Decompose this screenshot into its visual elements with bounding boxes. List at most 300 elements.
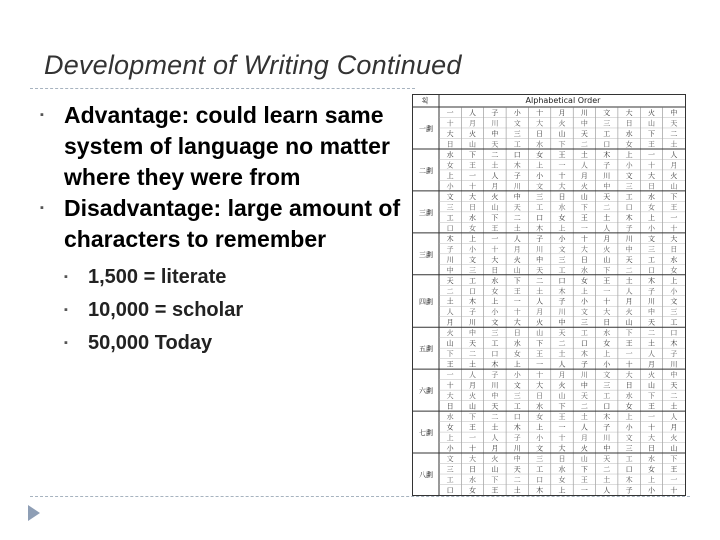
table-cell-glyph: 下 bbox=[446, 350, 454, 359]
table-cell-glyph: 山 bbox=[536, 329, 544, 338]
table-cell-glyph: 下 bbox=[647, 392, 655, 401]
table-cell-glyph: 王 bbox=[513, 287, 521, 296]
table-cell-glyph: 子 bbox=[469, 308, 477, 317]
table-cell-glyph: 天 bbox=[670, 119, 678, 128]
table-cell-glyph: 十 bbox=[446, 381, 454, 390]
table-cell-glyph: 二 bbox=[603, 203, 611, 212]
table-cell-glyph: 一 bbox=[469, 171, 477, 180]
table-cell-glyph: 文 bbox=[536, 444, 544, 453]
table-cell-glyph: 中 bbox=[469, 329, 477, 338]
table-cell-glyph: 山 bbox=[580, 455, 588, 464]
table-cell-glyph: 二 bbox=[603, 465, 611, 474]
table-cell-glyph: 大 bbox=[536, 381, 544, 390]
table-cell-glyph: 子 bbox=[580, 360, 588, 369]
table-cell-glyph: 人 bbox=[580, 423, 588, 432]
table-cell-glyph: 天 bbox=[469, 339, 477, 348]
table-cell-glyph: 口 bbox=[513, 413, 521, 422]
table-cell-glyph: 中 bbox=[580, 381, 588, 390]
table-cell-glyph: 一 bbox=[670, 213, 678, 222]
table-cell-glyph: 大 bbox=[625, 371, 633, 380]
table-cell-glyph: 口 bbox=[603, 402, 611, 411]
table-cell-glyph: 小 bbox=[647, 486, 655, 495]
table-cell-glyph: 女 bbox=[536, 150, 544, 159]
table-cell-glyph: 木 bbox=[603, 150, 611, 159]
table-cell-glyph: 月 bbox=[513, 245, 521, 254]
table-cell-glyph: 一 bbox=[603, 287, 611, 296]
table-cell-glyph: 日 bbox=[536, 129, 544, 138]
table-cell-glyph: 子 bbox=[670, 350, 678, 359]
table-row-label: 一劃 bbox=[419, 124, 433, 133]
table-cell-glyph: 一 bbox=[625, 350, 633, 359]
table-cell-glyph: 月 bbox=[536, 308, 544, 317]
table-cell-glyph: 中 bbox=[670, 371, 678, 380]
table-cell-glyph: 小 bbox=[536, 171, 544, 180]
table-cell-glyph: 川 bbox=[670, 360, 678, 369]
table-cell-glyph: 十 bbox=[670, 486, 678, 495]
table-cell-glyph: 月 bbox=[469, 381, 477, 390]
table-cell-glyph: 火 bbox=[558, 381, 566, 390]
table-cell-glyph: 小 bbox=[625, 161, 633, 170]
table-cell-glyph: 文 bbox=[469, 255, 477, 264]
table-cell-glyph: 子 bbox=[603, 423, 611, 432]
table-cell-glyph: 火 bbox=[469, 129, 477, 138]
table-cell-glyph: 工 bbox=[670, 318, 678, 327]
table-cell-glyph: 十 bbox=[536, 108, 544, 117]
bullet-item bbox=[40, 193, 410, 255]
table-cell-glyph: 口 bbox=[446, 486, 454, 495]
sub-bullet-item bbox=[64, 261, 410, 294]
table-cell-glyph: 十 bbox=[491, 245, 499, 254]
table-cell-glyph: 中 bbox=[446, 266, 454, 275]
table-cell-glyph: 十 bbox=[625, 360, 633, 369]
table-cell-glyph: 小 bbox=[469, 245, 477, 254]
table-cell-glyph: 三 bbox=[446, 465, 454, 474]
table-cell-glyph: 三 bbox=[603, 119, 611, 128]
table-cell-glyph: 文 bbox=[558, 245, 566, 254]
table-cell-glyph: 口 bbox=[670, 329, 678, 338]
table-cell-glyph: 水 bbox=[603, 329, 611, 338]
table-cell-glyph: 上 bbox=[491, 297, 499, 306]
table-cell-glyph: 水 bbox=[446, 413, 454, 422]
table-cell-glyph: 土 bbox=[513, 486, 521, 495]
table-cell-glyph: 口 bbox=[625, 203, 633, 212]
table-cell-glyph: 川 bbox=[625, 234, 633, 243]
table-cell-glyph: 火 bbox=[469, 392, 477, 401]
table-cell-glyph: 上 bbox=[536, 161, 544, 170]
table-cell-glyph: 人 bbox=[469, 371, 477, 380]
table-cell-glyph: 王 bbox=[625, 339, 633, 348]
table-cell-glyph: 女 bbox=[558, 213, 566, 222]
table-cell-glyph: 火 bbox=[670, 434, 678, 443]
table-cell-glyph: 火 bbox=[446, 329, 454, 338]
table-cell-glyph: 大 bbox=[469, 192, 477, 201]
table-cell-glyph: 二 bbox=[469, 350, 477, 359]
table-cell-glyph: 小 bbox=[580, 297, 588, 306]
table-cell-glyph: 川 bbox=[469, 318, 477, 327]
table-cell-glyph: 水 bbox=[625, 392, 633, 401]
table-cell-glyph: 王 bbox=[647, 140, 655, 149]
table-cell-glyph: 王 bbox=[670, 203, 678, 212]
table-cell-glyph: 三 bbox=[625, 444, 633, 453]
table-cell-glyph: 王 bbox=[647, 402, 655, 411]
table-cell-glyph: 天 bbox=[670, 381, 678, 390]
table-cell-glyph: 口 bbox=[513, 150, 521, 159]
bullet-marker-icon: ▪ bbox=[40, 109, 44, 121]
table-cell-glyph: 十 bbox=[469, 444, 477, 453]
table-cell-glyph: 中 bbox=[491, 392, 499, 401]
table-cell-glyph: 山 bbox=[580, 192, 588, 201]
table-cell-glyph: 二 bbox=[536, 276, 544, 285]
table-cell-glyph: 天 bbox=[603, 455, 611, 464]
table-cell-glyph: 二 bbox=[558, 339, 566, 348]
table-cell-glyph: 大 bbox=[625, 108, 633, 117]
table-row-label: 二劃 bbox=[419, 166, 433, 175]
table-cell-glyph: 王 bbox=[603, 276, 611, 285]
table-cell-glyph: 木 bbox=[536, 486, 544, 495]
table-cell-glyph: 水 bbox=[670, 255, 678, 264]
table-cell-glyph: 一 bbox=[670, 476, 678, 485]
table-cell-glyph: 火 bbox=[647, 108, 655, 117]
table-cell-glyph: 木 bbox=[513, 423, 521, 432]
table-cell-glyph: 二 bbox=[670, 129, 678, 138]
table-cell-glyph: 大 bbox=[670, 234, 678, 243]
table-cell-glyph: 三 bbox=[491, 329, 499, 338]
table-cell-glyph: 上 bbox=[536, 423, 544, 432]
table-cell-glyph: 女 bbox=[647, 203, 655, 212]
table-cell-glyph: 土 bbox=[491, 423, 499, 432]
table-cell-glyph: 火 bbox=[558, 119, 566, 128]
table-cell-glyph: 木 bbox=[446, 234, 454, 243]
table-cell-glyph: 女 bbox=[625, 402, 633, 411]
table-cell-glyph: 工 bbox=[446, 213, 454, 222]
table-cell-glyph: 口 bbox=[647, 266, 655, 275]
table-cell-glyph: 女 bbox=[603, 339, 611, 348]
table-cell-glyph: 下 bbox=[580, 203, 588, 212]
table-cell-glyph: 工 bbox=[603, 392, 611, 401]
table-cell-glyph: 王 bbox=[580, 476, 588, 485]
table-cell-glyph: 口 bbox=[603, 140, 611, 149]
table-cell-glyph: 一 bbox=[536, 360, 544, 369]
table-cell-glyph: 日 bbox=[446, 402, 454, 411]
table-cell-glyph: 人 bbox=[647, 350, 655, 359]
table-cell-glyph: 女 bbox=[670, 266, 678, 275]
table-cell-glyph: 小 bbox=[446, 444, 454, 453]
table-cell-glyph: 上 bbox=[513, 360, 521, 369]
table-cell-glyph: 王 bbox=[491, 486, 499, 495]
table-cell-glyph: 水 bbox=[580, 266, 588, 275]
table-cell-glyph: 口 bbox=[580, 339, 588, 348]
table-cell-glyph: 中 bbox=[513, 192, 521, 201]
table-cell-glyph: 三 bbox=[469, 266, 477, 275]
table-cell-glyph: 口 bbox=[536, 476, 544, 485]
table-cell-glyph: 文 bbox=[446, 192, 454, 201]
table-cell-glyph: 土 bbox=[446, 297, 454, 306]
table-cell-glyph: 二 bbox=[491, 150, 499, 159]
table-cell-glyph: 土 bbox=[580, 413, 588, 422]
table-cell-glyph: 火 bbox=[603, 245, 611, 254]
table-cell-glyph: 人 bbox=[491, 171, 499, 180]
table-cell-glyph: 天 bbox=[491, 140, 499, 149]
table-row-label: 六劃 bbox=[419, 387, 433, 396]
table-cell-glyph: 三 bbox=[580, 318, 588, 327]
table-cell-glyph: 木 bbox=[513, 161, 521, 170]
table-cell-glyph: 一 bbox=[647, 150, 655, 159]
table-cell-glyph: 二 bbox=[647, 329, 655, 338]
table-cell-glyph: 工 bbox=[625, 455, 633, 464]
table-cell-glyph: 下 bbox=[647, 129, 655, 138]
table-cell-glyph: 水 bbox=[558, 203, 566, 212]
table-cell-glyph: 川 bbox=[513, 444, 521, 453]
table-cell-glyph: 子 bbox=[558, 297, 566, 306]
table-cell-glyph: 大 bbox=[469, 455, 477, 464]
table-cell-glyph: 木 bbox=[536, 224, 544, 233]
table-cell-glyph: 工 bbox=[536, 203, 544, 212]
table-header: Alphabetical Order bbox=[525, 96, 601, 105]
table-cell-glyph: 川 bbox=[558, 308, 566, 317]
table-cell-glyph: 大 bbox=[647, 171, 655, 180]
table-cell-glyph: 大 bbox=[580, 245, 588, 254]
table-cell-glyph: 大 bbox=[558, 444, 566, 453]
table-cell-glyph: 川 bbox=[491, 381, 499, 390]
table-cell-glyph: 土 bbox=[603, 213, 611, 222]
table-cell-glyph: 三 bbox=[558, 255, 566, 264]
table-cell-glyph: 水 bbox=[558, 465, 566, 474]
sub-bullet-text: 10,000 = scholar bbox=[88, 299, 244, 321]
table-cell-glyph: 一 bbox=[580, 224, 588, 233]
table-cell-glyph: 女 bbox=[446, 161, 454, 170]
table-cell-glyph: 川 bbox=[580, 108, 588, 117]
table-cell-glyph: 水 bbox=[469, 213, 477, 222]
table-cell-glyph: 中 bbox=[536, 255, 544, 264]
table-cell-glyph: 一 bbox=[469, 434, 477, 443]
table-cell-glyph: 女 bbox=[647, 465, 655, 474]
table-cell-glyph: 王 bbox=[670, 465, 678, 474]
table-cell-glyph: 王 bbox=[536, 350, 544, 359]
table-cell-glyph: 土 bbox=[647, 339, 655, 348]
table-cell-glyph: 日 bbox=[558, 192, 566, 201]
table-cell-glyph: 工 bbox=[603, 129, 611, 138]
table-cell-glyph: 天 bbox=[580, 392, 588, 401]
table-cell-glyph: 大 bbox=[513, 318, 521, 327]
table-cell-glyph: 土 bbox=[491, 161, 499, 170]
bullet-text: Advantage: could learn same system of language no matter where they were from bbox=[64, 102, 390, 190]
table-cell-glyph: 小 bbox=[513, 108, 521, 117]
table-cell-glyph: 火 bbox=[580, 182, 588, 191]
table-cell-glyph: 女 bbox=[558, 476, 566, 485]
table-cell-glyph: 工 bbox=[558, 266, 566, 275]
table-cell-glyph: 木 bbox=[580, 350, 588, 359]
table-cell-glyph: 人 bbox=[536, 297, 544, 306]
table-cell-glyph: 木 bbox=[625, 213, 633, 222]
table-cell-glyph: 木 bbox=[558, 287, 566, 296]
table-cell-glyph: 月 bbox=[625, 297, 633, 306]
table-cell-glyph: 口 bbox=[469, 287, 477, 296]
table-cell-glyph: 日 bbox=[647, 182, 655, 191]
table-cell-glyph: 下 bbox=[513, 276, 521, 285]
table-cell-glyph: 人 bbox=[469, 108, 477, 117]
table-cell-glyph: 木 bbox=[491, 360, 499, 369]
table-cell-glyph: 川 bbox=[647, 297, 655, 306]
table-cell-glyph: 大 bbox=[603, 308, 611, 317]
table-cell-glyph: 木 bbox=[670, 339, 678, 348]
table-cell-glyph: 女 bbox=[469, 486, 477, 495]
table-cell-glyph: 月 bbox=[491, 444, 499, 453]
table-cell-glyph: 人 bbox=[670, 150, 678, 159]
table-cell-glyph: 火 bbox=[647, 371, 655, 380]
table-cell-glyph: 火 bbox=[491, 455, 499, 464]
table-cell-glyph: 二 bbox=[580, 402, 588, 411]
table-cell-glyph: 文 bbox=[603, 108, 611, 117]
table-cell-glyph: 文 bbox=[625, 171, 633, 180]
table-cell-glyph: 三 bbox=[446, 203, 454, 212]
table-row-label: 八劃 bbox=[419, 471, 433, 480]
table-cell-glyph: 一 bbox=[491, 234, 499, 243]
table-cell-glyph: 大 bbox=[446, 392, 454, 401]
table-cell-glyph: 小 bbox=[670, 287, 678, 296]
table-row-label: 四劃 bbox=[419, 298, 433, 306]
table-cell-glyph: 月 bbox=[446, 318, 454, 327]
table-cell-glyph: 文 bbox=[513, 381, 521, 390]
table-cell-glyph: 山 bbox=[469, 402, 477, 411]
table-cell-glyph: 工 bbox=[513, 140, 521, 149]
table-cell-glyph: 一 bbox=[558, 423, 566, 432]
bullet-marker-icon: ▪ bbox=[40, 202, 44, 214]
table-cell-glyph: 中 bbox=[580, 119, 588, 128]
table-cell-glyph: 火 bbox=[536, 318, 544, 327]
table-cell-glyph: 月 bbox=[558, 108, 566, 117]
table-cell-glyph: 女 bbox=[580, 276, 588, 285]
table-cell-glyph: 一 bbox=[446, 371, 454, 380]
table-cell-glyph: 天 bbox=[580, 129, 588, 138]
table-cell-glyph: 十 bbox=[558, 434, 566, 443]
table-cell-glyph: 山 bbox=[670, 444, 678, 453]
table-cell-glyph: 土 bbox=[558, 350, 566, 359]
table-cell-glyph: 十 bbox=[536, 371, 544, 380]
table-cell-glyph: 下 bbox=[580, 465, 588, 474]
bullet-list bbox=[40, 100, 410, 360]
table-cell-glyph: 水 bbox=[513, 339, 521, 348]
table-cell-glyph: 中 bbox=[491, 129, 499, 138]
table-cell-glyph: 大 bbox=[536, 119, 544, 128]
table-cell-glyph: 文 bbox=[536, 182, 544, 191]
table-row-label: 五劃 bbox=[419, 345, 433, 354]
sub-bullet-item bbox=[64, 327, 410, 360]
table-cell-glyph: 人 bbox=[513, 234, 521, 243]
table-cell-glyph: 口 bbox=[491, 350, 499, 359]
table-cell-glyph: 山 bbox=[603, 255, 611, 264]
table-cell-glyph: 工 bbox=[625, 192, 633, 201]
table-cell-glyph: 二 bbox=[513, 213, 521, 222]
table-cell-glyph: 土 bbox=[625, 276, 633, 285]
table-cell-glyph: 一 bbox=[513, 297, 521, 306]
table-cell-glyph: 月 bbox=[580, 171, 588, 180]
bullet-item bbox=[40, 100, 410, 193]
table-cell-glyph: 日 bbox=[469, 465, 477, 474]
table-cell-glyph: 日 bbox=[580, 255, 588, 264]
table-cell-glyph: 三 bbox=[670, 308, 678, 317]
table-cell-glyph: 火 bbox=[625, 308, 633, 317]
table-cell-glyph: 下 bbox=[491, 476, 499, 485]
table-cell-glyph: 土 bbox=[536, 287, 544, 296]
table-cell-glyph: 日 bbox=[625, 381, 633, 390]
table-row-label: 七劃 bbox=[419, 429, 433, 438]
table-cell-glyph: 月 bbox=[558, 371, 566, 380]
table-cell-glyph: 天 bbox=[513, 203, 521, 212]
table-cell-glyph: 山 bbox=[491, 465, 499, 474]
bullet-marker-icon: ▪ bbox=[64, 337, 68, 349]
table-cell-glyph: 工 bbox=[469, 276, 477, 285]
table-cell-glyph: 文 bbox=[625, 434, 633, 443]
table-cell-glyph: 文 bbox=[513, 119, 521, 128]
table-cell-glyph: 土 bbox=[670, 140, 678, 149]
table-cell-glyph: 山 bbox=[625, 318, 633, 327]
table-cell-glyph: 水 bbox=[536, 402, 544, 411]
table-cell-glyph: 日 bbox=[446, 140, 454, 149]
table-cell-glyph: 口 bbox=[625, 465, 633, 474]
table-cell-glyph: 二 bbox=[625, 266, 633, 275]
table-cell-glyph: 山 bbox=[647, 381, 655, 390]
table-cell-glyph: 日 bbox=[536, 392, 544, 401]
table-cell-glyph: 日 bbox=[670, 245, 678, 254]
table-header-left: 획 bbox=[421, 97, 429, 105]
table-cell-glyph: 三 bbox=[603, 381, 611, 390]
character-table-svg bbox=[413, 95, 685, 495]
table-cell-glyph: 小 bbox=[446, 182, 454, 191]
table-cell-glyph: 下 bbox=[558, 140, 566, 149]
table-cell-glyph: 王 bbox=[446, 360, 454, 369]
table-cell-glyph: 天 bbox=[558, 329, 566, 338]
table-cell-glyph: 上 bbox=[558, 486, 566, 495]
table-cell-glyph: 日 bbox=[625, 119, 633, 128]
table-cell-glyph: 中 bbox=[603, 444, 611, 453]
table-cell-glyph: 子 bbox=[625, 486, 633, 495]
table-cell-glyph: 下 bbox=[625, 329, 633, 338]
table-cell-glyph: 二 bbox=[491, 413, 499, 422]
table-cell-glyph: 王 bbox=[580, 213, 588, 222]
table-cell-glyph: 子 bbox=[625, 224, 633, 233]
table-cell-glyph: 川 bbox=[603, 171, 611, 180]
sub-bullet-text: 50,000 Today bbox=[88, 332, 213, 354]
sub-bullet-list bbox=[64, 261, 410, 360]
table-cell-glyph: 大 bbox=[446, 129, 454, 138]
table-cell-glyph: 中 bbox=[670, 108, 678, 117]
table-cell-glyph: 十 bbox=[469, 182, 477, 191]
table-cell-glyph: 土 bbox=[469, 360, 477, 369]
table-cell-glyph: 日 bbox=[491, 266, 499, 275]
table-cell-glyph: 子 bbox=[647, 287, 655, 296]
table-cell-glyph: 月 bbox=[580, 434, 588, 443]
table-cell-glyph: 川 bbox=[536, 245, 544, 254]
table-cell-glyph: 天 bbox=[491, 402, 499, 411]
table-cell-glyph: 天 bbox=[647, 318, 655, 327]
table-cell-glyph: 川 bbox=[513, 182, 521, 191]
table-cell-glyph: 上 bbox=[446, 171, 454, 180]
table-cell-glyph: 天 bbox=[446, 276, 454, 285]
next-slide-arrow-icon[interactable] bbox=[28, 505, 40, 521]
table-cell-glyph: 水 bbox=[536, 140, 544, 149]
title-divider bbox=[30, 88, 415, 89]
table-cell-glyph: 山 bbox=[513, 266, 521, 275]
table-cell-glyph: 火 bbox=[580, 444, 588, 453]
table-cell-glyph: 月 bbox=[469, 119, 477, 128]
table-cell-glyph: 王 bbox=[558, 150, 566, 159]
table-cell-glyph: 二 bbox=[580, 140, 588, 149]
table-cell-glyph: 水 bbox=[647, 455, 655, 464]
table-cell-glyph: 三 bbox=[536, 192, 544, 201]
table-cell-glyph: 十 bbox=[647, 423, 655, 432]
table-cell-glyph: 一 bbox=[446, 108, 454, 117]
table-cell-glyph: 子 bbox=[536, 234, 544, 243]
